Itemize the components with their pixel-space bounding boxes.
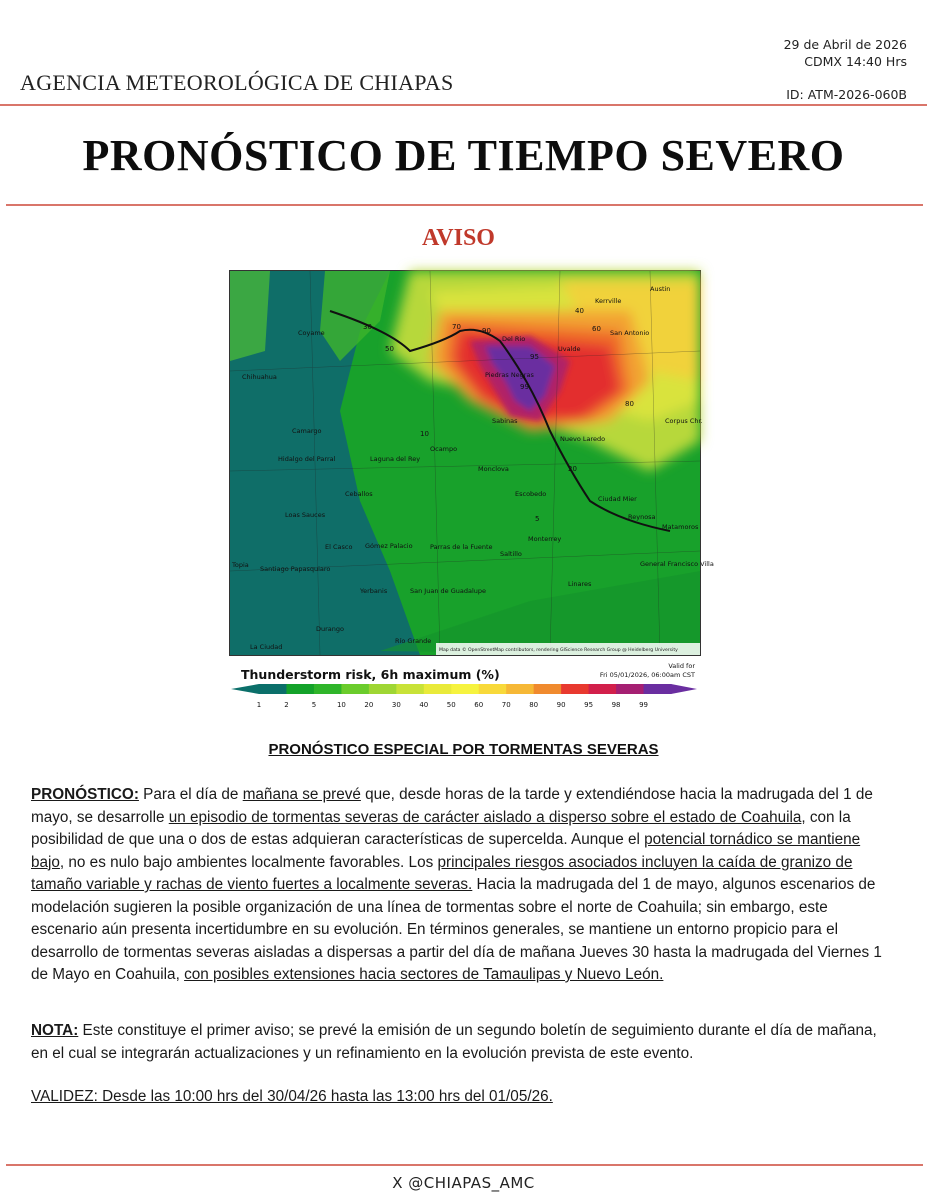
map-label: Nuevo Laredo (560, 435, 606, 443)
legend-tick: 2 (284, 701, 289, 709)
forecast-highlight: con posibles extensiones hacia sectores de Tamaulipas y Nuevo León. (184, 966, 664, 983)
header-divider (0, 104, 927, 106)
forecast-label: PRONÓSTICO: (31, 786, 139, 803)
map-label: Saltillo (500, 550, 522, 558)
legend-swatch (286, 684, 314, 694)
legend-swatch (451, 684, 479, 694)
legend-tick: 40 (419, 701, 429, 709)
legend-tick: 50 (446, 701, 456, 709)
map-label: General Francisco Villa (640, 560, 714, 568)
map-label: Uvalde (558, 345, 581, 353)
map-label: Chihuahua (242, 373, 277, 381)
legend-swatch (506, 684, 534, 694)
legend-tick: 80 (529, 701, 539, 709)
section-title: PRONÓSTICO ESPECIAL POR TORMENTAS SEVERAS (268, 741, 659, 758)
legend-swatch (369, 684, 397, 694)
forecast-text: Hacia la madrugada del 1 de mayo, algunos escenarios de modelación sugieren la posible organización de una línea de tormentas sobre el norte de Coahuila; sin embargo, este escenario aún presenta incertidumbre en su evolución. En términos generales, se mantiene un entorno propicio para el desarrollo de tormentas severas aisladas a dispersas a partir del día de mañana Jueves 30 hasta la madrugada del Viernes 1 de Mayo en Coahuila, (31, 876, 882, 983)
map-label: Ocampo (430, 445, 458, 453)
title-divider (6, 204, 923, 206)
forecast-text: , con la posibilidad de que una o dos de estas adquieran características de supercelda. Aunque el (31, 808, 851, 848)
contour-label: 5 (535, 515, 540, 523)
legend-tick: 20 (364, 701, 374, 709)
validity-text: VALIDEZ: Desde las 10:00 hrs del 30/04/26 hasta las 13:00 hrs del 01/05/26. (31, 1088, 553, 1105)
contour-label: 20 (568, 465, 577, 473)
legend-tick: 95 (584, 701, 594, 709)
issue-date: 29 de Abril de 2026 (783, 37, 907, 52)
legend-valid-time: Fri 05/01/2026, 06:00am CST (599, 671, 695, 679)
legend-tick: 5 (311, 701, 317, 709)
legend-swatch (561, 684, 589, 694)
map-label: Kerrville (595, 297, 622, 305)
map-label: Austin (650, 285, 671, 293)
forecast-highlight: mañana se prevé (242, 786, 361, 803)
contour-label: 10 (420, 430, 429, 438)
legend-tick: 98 (611, 701, 621, 709)
map-label: Durango (316, 625, 345, 633)
map-label: Monterrey (528, 535, 562, 543)
alert-label: AVISO (422, 225, 495, 251)
note-paragraph (31, 1020, 893, 1065)
forecast-text: Para el día de (138, 786, 243, 803)
map-label: Coyame (298, 329, 325, 337)
map-label: Del Rio (502, 335, 526, 343)
legend-swatch (396, 684, 424, 694)
note-label: NOTA: (31, 1022, 79, 1039)
map-label: Monclova (478, 465, 509, 473)
legend-tick: 10 (336, 701, 346, 709)
map-attribution: Map data © OpenStreetMap contributors, rendering GIScience Research Group @ Heidelberg University (439, 648, 678, 653)
legend-swatch (644, 684, 672, 694)
legend-valid-label: Valid for (668, 662, 695, 670)
map-label: Santiago Papasquiaro (260, 565, 331, 573)
issue-time: CDMX 14:40 Hrs (804, 54, 907, 69)
legend-swatch (314, 684, 342, 694)
map-label: Parras de la Fuente (430, 543, 493, 551)
contour-label: 40 (575, 307, 584, 315)
legend-swatch (259, 684, 287, 694)
map-label: Escobedo (515, 490, 547, 498)
map-label: Matamoros (662, 523, 699, 531)
page-title: PRONÓSTICO DE TIEMPO SEVERO (82, 131, 845, 180)
legend-swatch (534, 684, 562, 694)
contour-label: 99 (520, 383, 529, 391)
agency-name: AGENCIA METEOROLÓGICA DE CHIAPAS (20, 70, 454, 95)
legend-swatch (424, 684, 452, 694)
map-label: Sabinas (492, 417, 518, 425)
map-label: San Juan de Guadalupe (410, 587, 486, 595)
map-label: Loas Sauces (285, 511, 326, 519)
legend-tick: 30 (391, 701, 401, 709)
thunderstorm-risk-map (229, 270, 714, 656)
contour-label: 50 (385, 345, 394, 353)
map-label: Corpus Chr. (665, 417, 703, 425)
legend-tick: 60 (474, 701, 484, 709)
map-label: Ciudad Mier (598, 495, 637, 503)
map-label: Topia (232, 561, 249, 569)
map-label: Linares (568, 580, 592, 588)
map-label: San Antonio (610, 329, 650, 337)
forecast-highlight: un episodio de tormentas severas de carácter aislado a disperso sobre el estado de Coahuila (168, 808, 802, 826)
map-label: Río Grande (395, 637, 432, 645)
legend-swatch (589, 684, 617, 694)
legend-swatch (616, 684, 644, 694)
legend-arrow-left (231, 684, 259, 694)
forecast-paragraph (31, 784, 893, 987)
map-legend (229, 660, 699, 720)
contour-label: 30 (363, 323, 372, 331)
map-label: Reynosa (628, 513, 656, 521)
map-label: Ceballos (345, 490, 373, 498)
map-label: Laguna del Rey (370, 455, 421, 463)
footer-social-handle: X @CHIAPAS_AMC (392, 1174, 535, 1192)
forecast-text: que, desde horas de la tarde y extendiéndose hacia la madrugada del 1 de mayo, se desarrolle (31, 786, 873, 826)
contour-label: 70 (452, 323, 461, 331)
legend-tick: 1 (256, 701, 262, 709)
contour-label: 90 (482, 327, 491, 335)
map-label: La Ciudad (250, 643, 283, 651)
forecast-text: , no es nulo bajo ambientes localmente favorables. Los (59, 853, 438, 871)
note-text: Este constituye el primer aviso; se prevé la emisión de un segundo boletín de seguimiento durante el día de mañana, en el cual se integrarán actualizaciones y un refinamiento en la evolución prevista de este evento. (31, 1022, 877, 1062)
legend-tick: 99 (639, 701, 648, 709)
document-meta (784, 36, 907, 103)
forecast-highlight: potencial tornádico se mantiene bajo (31, 831, 861, 871)
footer-divider (6, 1164, 923, 1166)
map-label: Camargo (292, 427, 322, 435)
map-label: Gómez Palacio (365, 542, 413, 550)
contour-label: 95 (530, 353, 539, 361)
contour-label: 80 (625, 400, 634, 408)
legend-tick: 90 (556, 701, 566, 709)
legend-title: Thunderstorm risk, 6h maximum (%) (241, 667, 500, 682)
legend-swatch (479, 684, 507, 694)
map-label: El Casco (325, 543, 353, 551)
contour-label: 60 (592, 325, 601, 333)
map-label: Yerbanis (360, 587, 388, 595)
map-label: Piedras Negras (485, 371, 534, 379)
legend-arrow-right (671, 684, 697, 694)
map-label: Hidalgo del Parral (278, 455, 336, 463)
forecast-highlight: principales riesgos asociados incluyen la caída de granizo de tamaño variable y rachas de viento fuertes a localmente severas. (31, 853, 853, 893)
document-id: ID: ATM-2026-060B (786, 87, 907, 102)
legend-tick: 70 (501, 701, 511, 709)
legend-swatch (341, 684, 369, 694)
